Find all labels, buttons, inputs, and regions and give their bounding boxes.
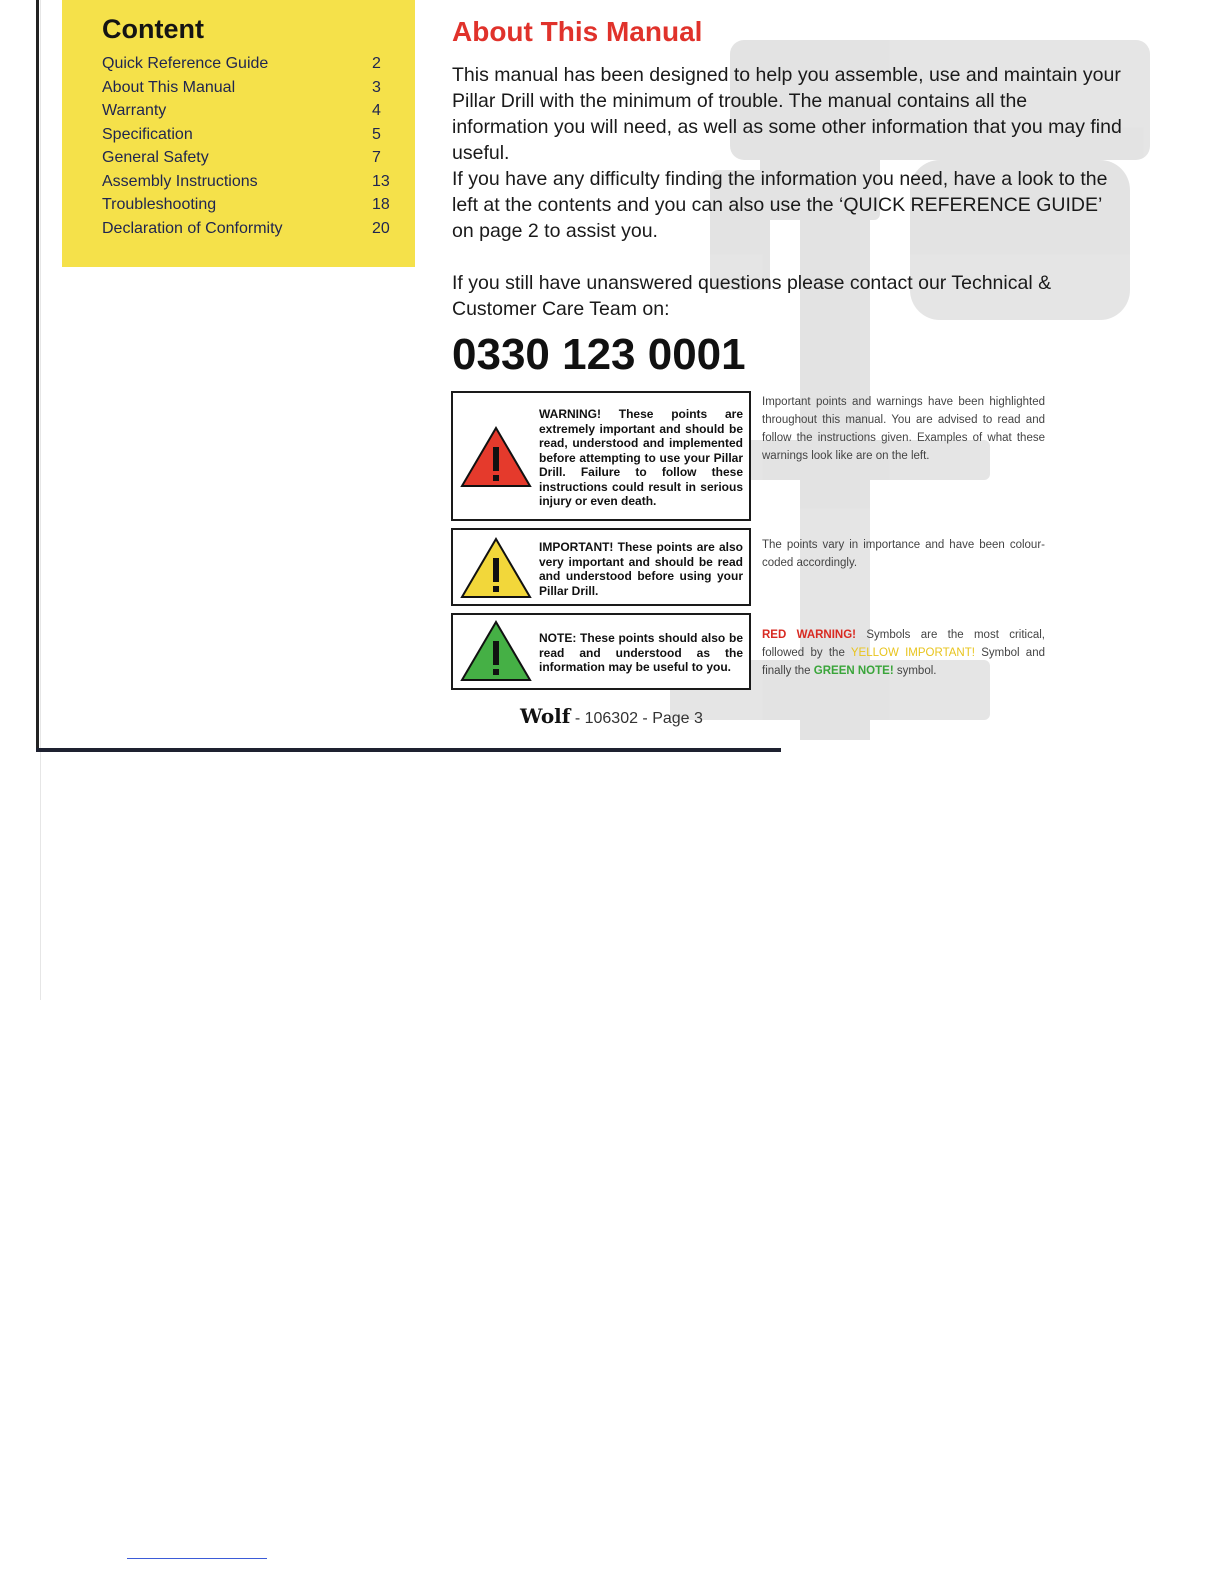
- yellow-important-triangle-icon: [459, 536, 533, 600]
- bottom-underline: [127, 1558, 267, 1559]
- red-warning-text: WARNING! These points are extremely important and should be read, understood and implemented before attempting to use your Pillar Drill. Failure to follow these instructions could result in serious injury or even death.: [539, 407, 743, 508]
- symbol-priority-note: RED WARNING! Symbols are the most critical, followed by the YELLOW IMPORTANT! Symbol and finally the GREEN NOTE! symbol.: [762, 629, 1045, 677]
- wolf-logo: Wolf: [520, 704, 571, 728]
- yellow-important-label: YELLOW IMPORTANT!: [850, 647, 975, 659]
- green-note-text: NOTE: These points should also be read and understood as the information may be useful to you.: [539, 631, 743, 674]
- contents-help-paragraph: If you have any difficulty finding the information you need, have a look to the left at the contents and you can also use the ‘QUICK REFERENCE GUIDE’ on page 2 to assist you.: [452, 168, 1108, 242]
- green-note-triangle-icon: [459, 619, 533, 683]
- green-note-label: GREEN NOTE!: [813, 665, 894, 677]
- red-warning-triangle-icon: [459, 425, 533, 489]
- intro-paragraph: This manual has been designed to help you assemble, use and maintain your Pillar Drill with the minimum of trouble. The manual contains all the information you will need, as well as some other information that you may find useful.: [452, 64, 1122, 164]
- green-note-box: [451, 613, 751, 690]
- contents-item[interactable]: About This Manual 3: [102, 78, 381, 96]
- contents-item[interactable]: Troubleshooting 18: [102, 196, 390, 213]
- contents-item[interactable]: Assembly Instructions 13: [102, 172, 390, 190]
- contents-item[interactable]: General Safety 7: [102, 149, 381, 166]
- contents-heading: Content: [102, 14, 204, 44]
- yellow-important-box: [451, 528, 751, 606]
- contents-panel: [62, 0, 415, 267]
- contents-item[interactable]: Declaration of Conformity 20: [102, 219, 390, 237]
- contents-item[interactable]: Quick Reference Guide 2: [102, 55, 381, 72]
- page-edge-shadow: [40, 0, 41, 1000]
- colour-coding-note: The points vary in importance and have been colour-coded accordingly.: [762, 539, 1045, 569]
- page-bottom-edge: [36, 748, 781, 752]
- contents-item[interactable]: Specification 5: [102, 125, 381, 143]
- yellow-important-text: IMPORTANT! These points are also very important and should be read and understood before using your Pillar Drill.: [539, 540, 743, 598]
- red-warning-box: [451, 391, 751, 521]
- contact-paragraph: If you still have unanswered questions please contact our Technical & Customer Care Team on:: [452, 272, 1052, 320]
- red-warning-label: RED WARNING!: [762, 629, 857, 641]
- warnings-explanation: Important points and warnings have been highlighted throughout this manual. You are advised to read and follow the instructions given. Examples of what these warnings look like are on the left.: [762, 396, 1045, 462]
- page-footer: [520, 704, 703, 728]
- page-left-edge: [36, 0, 39, 752]
- contents-item[interactable]: Warranty 4: [102, 102, 381, 119]
- footer-page-info: - 106302 - Page 3: [570, 710, 703, 727]
- page-title: About This Manual: [452, 16, 703, 47]
- contents-list: [102, 55, 394, 243]
- phone-number: 0330 123 0001: [452, 330, 746, 379]
